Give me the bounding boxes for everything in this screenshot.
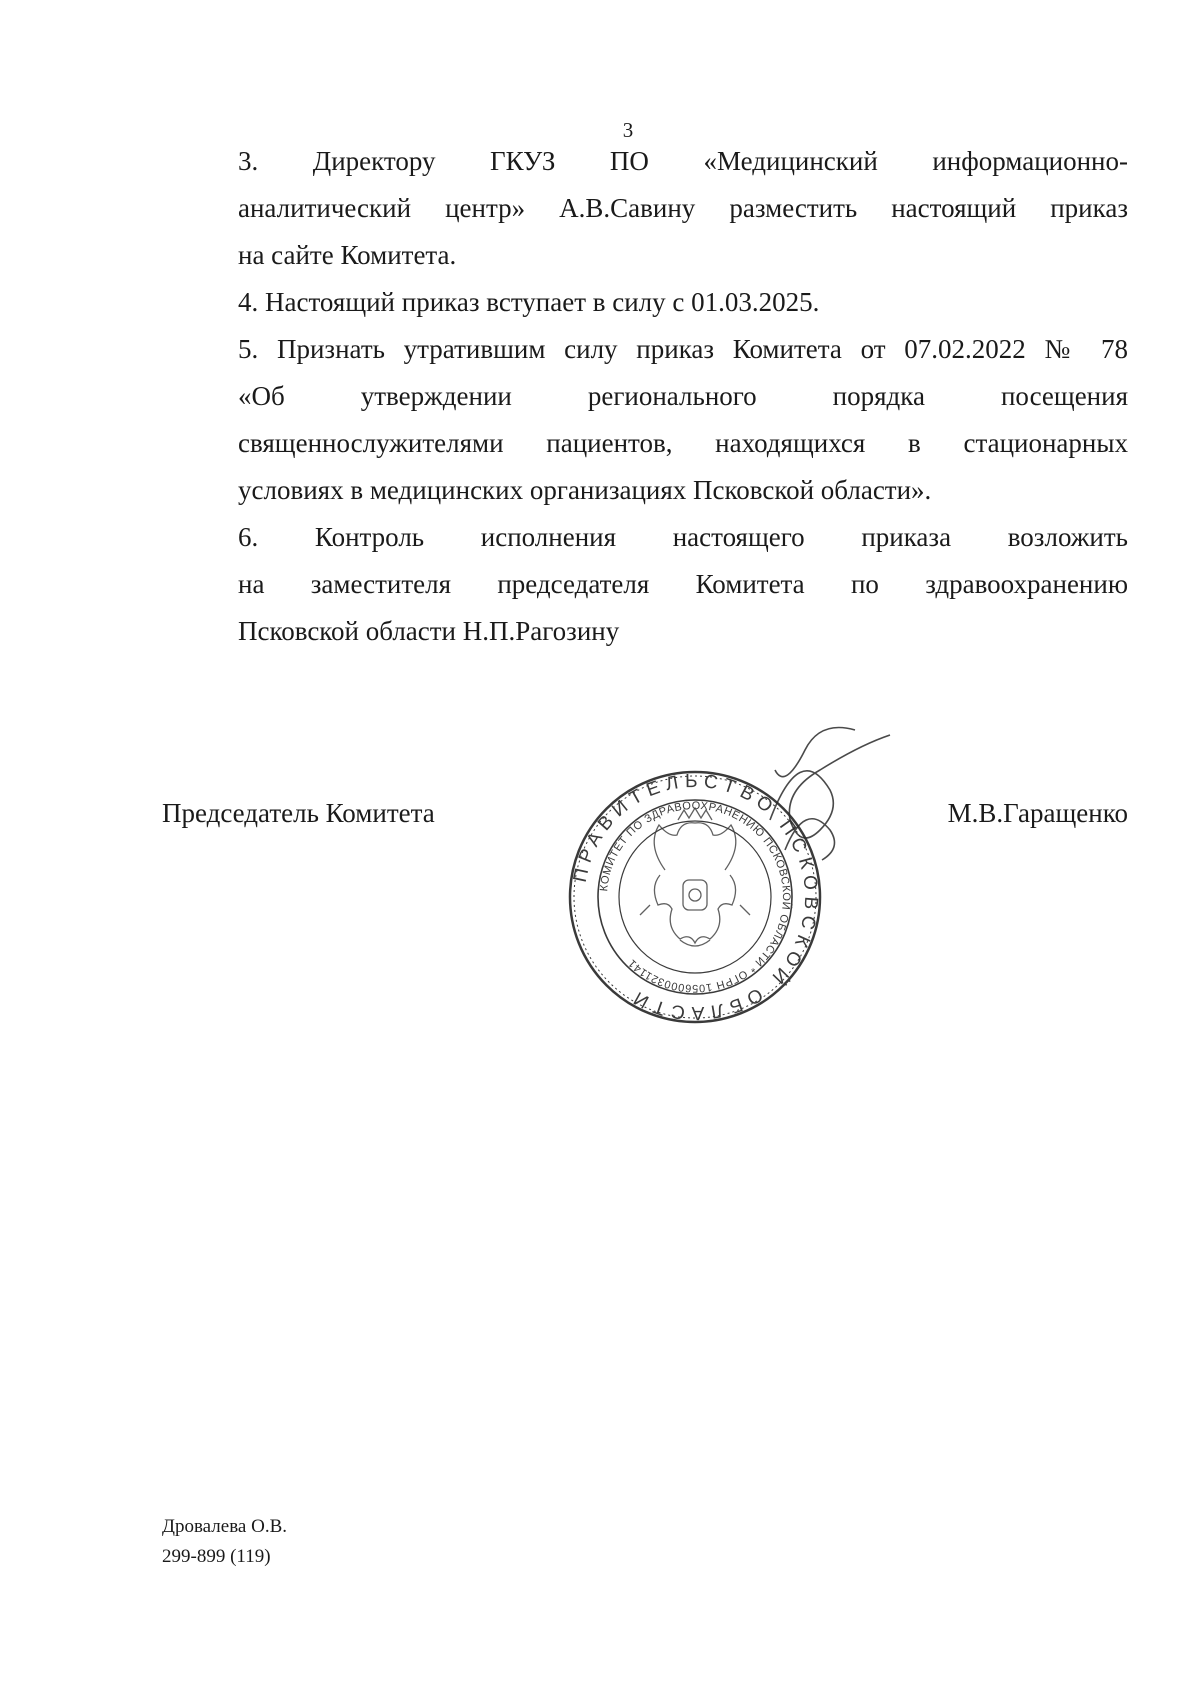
paragraph-4-line-1: 4. Настоящий приказ вступает в силу с 01.03.2025.	[238, 287, 820, 317]
signatory-name: М.В.Гаращенко	[947, 798, 1128, 828]
paragraph-6	[162, 514, 1128, 655]
stamp-outer-text: ПРАВИТЕЛЬСТВО ПСКОВСКОЙ ОБЛАСТИ	[569, 770, 822, 1024]
paragraph-5-line-3: священнослужителями пациентов, находящихся в стационарных	[238, 428, 1128, 458]
paragraph-5	[162, 326, 1128, 514]
paragraph-3-line-2: аналитический центр» А.В.Савину разместить настоящий приказ	[238, 193, 1128, 223]
paragraph-5-line-4: условиях в медицинских организациях Псковской области».	[238, 475, 932, 505]
footer-phone: 299-899 (119)	[162, 1546, 271, 1567]
coat-of-arms-icon	[640, 808, 750, 946]
paragraph-5-line-1: 5. Признать утратившим силу приказ Комитета от 07.02.2022 № 78	[238, 334, 1128, 364]
paragraph-6-line-1: 6. Контроль исполнения настоящего приказа возложить	[238, 522, 1128, 552]
order-body	[162, 138, 1128, 655]
paragraph-4	[162, 279, 1128, 326]
paragraph-3-line-1: 3. Директору ГКУЗ ПО «Медицинский информационно-	[238, 146, 1128, 176]
stamp-seal	[570, 771, 822, 1023]
paragraph-6-line-2: на заместителя председателя Комитета по здравоохранению	[238, 569, 1128, 599]
page-number: 3	[622, 118, 634, 142]
paragraph-3-line-3: на сайте Комитета.	[238, 240, 457, 270]
signatory-title: Председатель Комитета	[162, 798, 435, 828]
footer-author: Дровалева О.В.	[162, 1516, 287, 1537]
paragraph-6-line-3: Псковской области Н.П.Рагозину	[238, 616, 620, 646]
footer-contact	[162, 1512, 287, 1572]
svg-text:КОМИТЕТ ПО ЗДРАВООХРАНЕНИЮ ПСК	[598, 800, 793, 994]
paragraph-3	[162, 138, 1128, 279]
stamp-inner-text: КОМИТЕТ ПО ЗДРАВООХРАНЕНИЮ ПСКОВСКОЙ ОБЛАСТИ * ОГРН 1056000321141	[598, 799, 793, 995]
paragraph-5-line-2: «Об утверждении регионального порядка посещения	[238, 381, 1128, 411]
official-stamp	[569, 700, 1140, 1024]
